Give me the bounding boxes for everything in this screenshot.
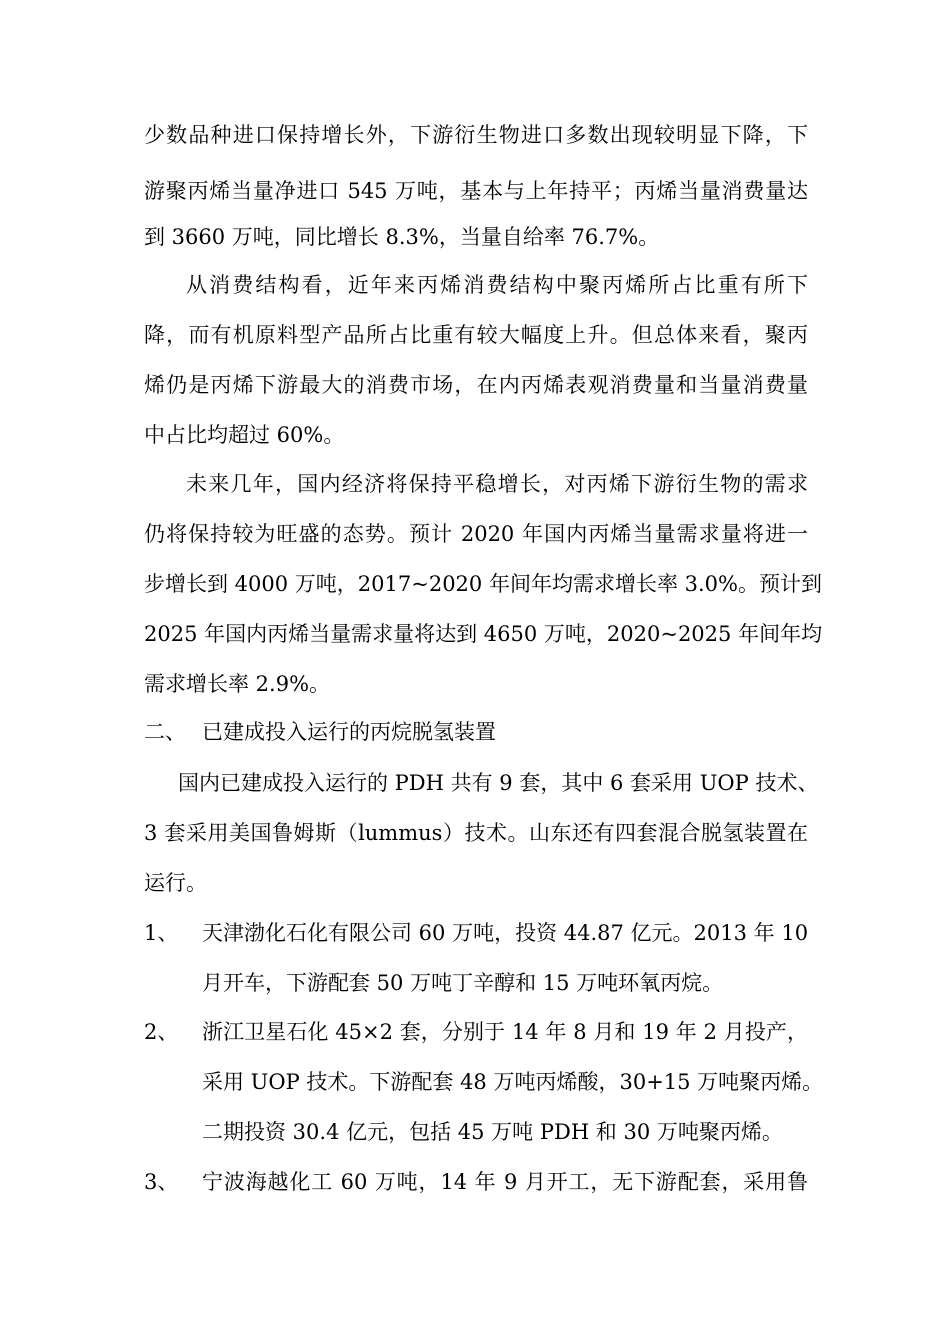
paragraph-line: 到 3660 万吨，同比增长 8.3%，当量自给率 76.7%。 xyxy=(144,225,660,249)
paragraph-line: 国内已建成投入运行的 PDH 共有 9 套，其中 6 套采用 UOP 技术、 xyxy=(178,771,819,795)
section-title: 已建成投入运行的丙烷脱氢装置 xyxy=(202,720,496,744)
list-item-line: 宁波海越化工 60 万吨，14 年 9 月开工，无下游配套，采用鲁 xyxy=(202,1170,808,1194)
paragraph-line: 仍将保持较为旺盛的态势。预计 2020 年国内丙烯当量需求量将进一 xyxy=(144,522,808,546)
paragraph-line: 运行。 xyxy=(144,871,207,895)
paragraph-line: 游聚丙烯当量净进口 545 万吨，基本与上年持平；丙烯当量消费量达 xyxy=(144,179,808,203)
paragraph-line: 3 套采用美国鲁姆斯（lummus）技术。山东还有四套混合脱氢装置在 xyxy=(144,821,808,845)
paragraph-line: 需求增长率 2.9%。 xyxy=(144,672,331,696)
paragraph-line: 未来几年，国内经济将保持平稳增长，对丙烯下游衍生物的需求 xyxy=(186,472,808,496)
paragraph-line: 烯仍是丙烯下游最大的消费市场，在内丙烯表观消费量和当量消费量 xyxy=(144,373,808,397)
list-item-line: 月开车，下游配套 50 万吨丁辛醇和 15 万吨环氧丙烷。 xyxy=(202,971,724,995)
list-item-line: 浙江卫星石化 45×2 套，分别于 14 年 8 月和 19 年 2 月投产， xyxy=(202,1020,808,1044)
paragraph-line: 中占比均超过 60%。 xyxy=(144,423,345,447)
list-item-number: 1、 xyxy=(144,921,179,945)
paragraph-line: 从消费结构看，近年来丙烯消费结构中聚丙烯所占比重有所下 xyxy=(186,273,808,297)
paragraph-line: 少数品种进口保持增长外，下游衍生物进口多数出现较明显下降，下 xyxy=(144,123,808,147)
paragraph-line: 步增长到 4000 万吨，2017~2020 年间年均需求增长率 3.0%。预计到 xyxy=(144,572,822,596)
paragraph-line: 降，而有机原料型产品所占比重有较大幅度上升。但总体来看，聚丙 xyxy=(144,323,808,347)
list-item-number: 2、 xyxy=(144,1020,179,1044)
paragraph-line: 2025 年国内丙烯当量需求量将达到 4650 万吨，2020~2025 年间年均 xyxy=(144,622,823,646)
list-item-line: 二期投资 30.4 亿元，包括 45 万吨 PDH 和 30 万吨聚丙烯。 xyxy=(202,1120,783,1144)
list-item-number: 3、 xyxy=(144,1170,179,1194)
list-item-line: 采用 UOP 技术。下游配套 48 万吨丙烯酸，30+15 万吨聚丙烯。 xyxy=(202,1070,824,1094)
section-number: 二、 xyxy=(144,720,186,744)
list-item-line: 天津渤化石化有限公司 60 万吨，投资 44.87 亿元。2013 年 10 xyxy=(202,921,809,945)
